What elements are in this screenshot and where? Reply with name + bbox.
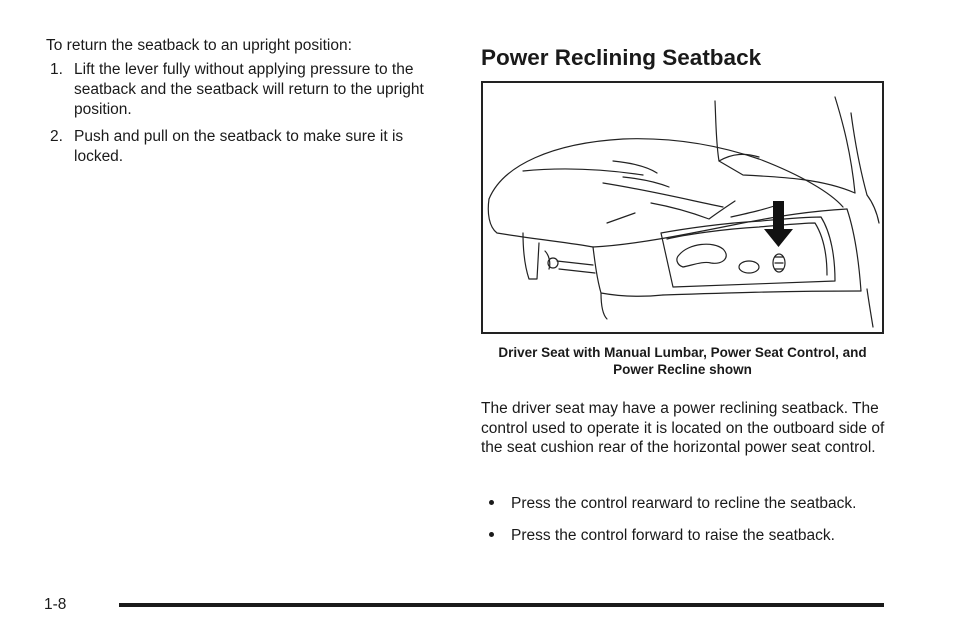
step-number: 2. (50, 128, 63, 145)
bullet-text: Press the control rearward to recline the seatback. (511, 495, 857, 512)
bullet-icon (489, 532, 494, 537)
bullet-list (481, 494, 901, 557)
footer-divider (119, 603, 884, 607)
body-paragraph: The driver seat may have a power reclining seatback. The control used to operate it is located on the outboard side of the seat cushion rear of the horizontal power seat control. (481, 400, 885, 456)
step-number: 1. (50, 61, 63, 78)
bullet-icon (489, 500, 494, 505)
list-item (481, 526, 901, 546)
list-item (481, 494, 901, 514)
page-number: 1-8 (44, 596, 67, 613)
intro-text: To return the seatback to an upright position: (46, 37, 352, 54)
steps-list (46, 60, 446, 167)
figure-caption: Driver Seat with Manual Lumbar, Power Seat Control, and Power Recline shown (498, 345, 867, 377)
section-title: Power Reclining Seatback (481, 45, 762, 70)
list-item (46, 127, 446, 167)
list-item (46, 60, 446, 120)
step-text: Push and pull on the seatback to make sure it is locked. (74, 128, 404, 165)
bullet-text: Press the control forward to raise the seatback. (511, 526, 835, 544)
left-column (46, 36, 446, 174)
step-text: Lift the lever fully without applying pressure to the seatback and the seatback will return to the upright position. (74, 61, 424, 118)
right-column (481, 44, 901, 544)
seat-illustration (481, 81, 884, 334)
seat-illustration-icon (483, 83, 882, 332)
